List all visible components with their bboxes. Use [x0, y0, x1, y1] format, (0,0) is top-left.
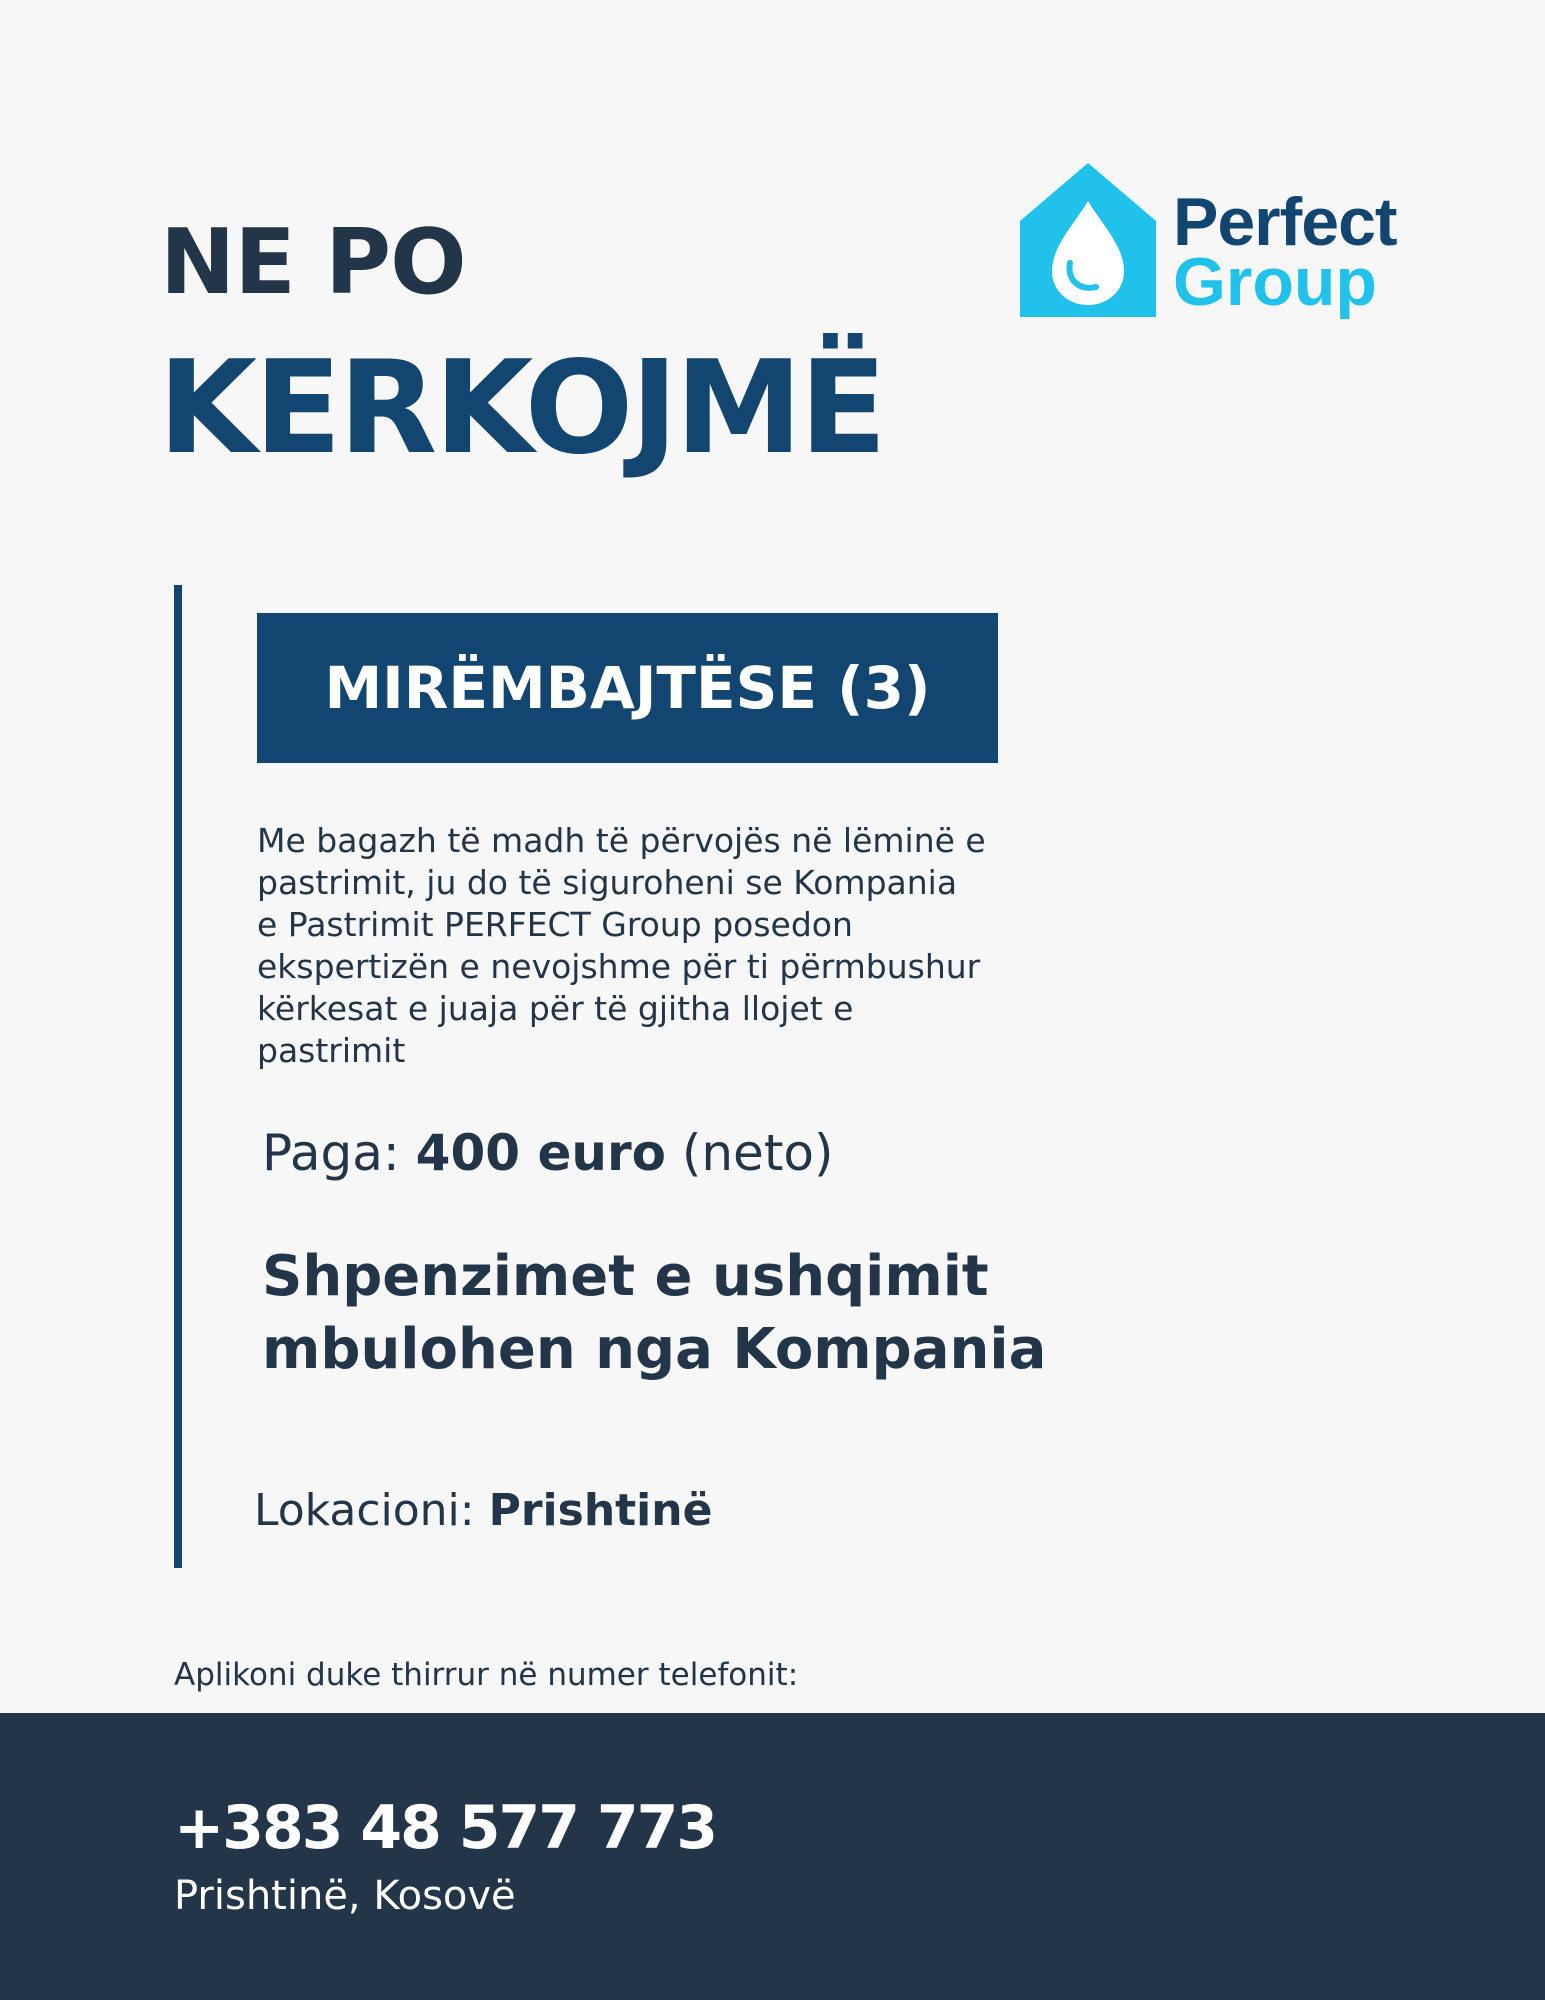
description [257, 820, 1017, 1072]
headline-line-1: NE PO [160, 210, 466, 315]
house-water-drop-icon [1020, 163, 1156, 317]
logo-word-perfect: Perfect [1173, 184, 1397, 260]
salary-note: (neto) [665, 1124, 834, 1182]
salary-amount: 400 euro [415, 1124, 666, 1182]
logo-word-group: Group [1173, 244, 1377, 320]
description-line: kërkesat e juaja për të gjitha llojet e [257, 989, 854, 1028]
description-line: pastrimit [257, 1031, 406, 1070]
company-logo [1020, 163, 1400, 323]
phone-number[interactable]: +383 48 577 773 [174, 1793, 717, 1863]
description-line: e Pastrimit PERFECT Group posedon [257, 905, 853, 944]
location-value: Prishtinë [488, 1485, 713, 1536]
salary-label: Paga: [262, 1124, 416, 1182]
location-label: Lokacioni: [254, 1485, 489, 1536]
apply-instruction: Aplikoni duke thirrur në numer telefonit: [174, 1657, 799, 1693]
meal-benefit-line-2: mbulohen nga Kompania [262, 1317, 1047, 1382]
location [254, 1485, 712, 1538]
description-line: Me bagazh të madh të përvojës në lëminë e [257, 821, 986, 860]
description-line: ekspertizën e nevojshme për ti përmbushur [257, 947, 981, 986]
accent-bar [174, 585, 182, 1568]
position-title: MIRËMBAJTËSE (3) [324, 654, 931, 722]
position-title-box [257, 613, 998, 763]
description-line: pastrimit, ju do të siguroheni se Kompania [257, 863, 958, 902]
meal-benefit [262, 1240, 1046, 1386]
footer [0, 1713, 1545, 2000]
headline-line-2: KERKOJMË [158, 334, 884, 483]
salary [262, 1123, 834, 1183]
meal-benefit-line-1: Shpenzimet e ushqimit [262, 1244, 989, 1309]
footer-city: Prishtinë, Kosovë [174, 1873, 516, 1919]
